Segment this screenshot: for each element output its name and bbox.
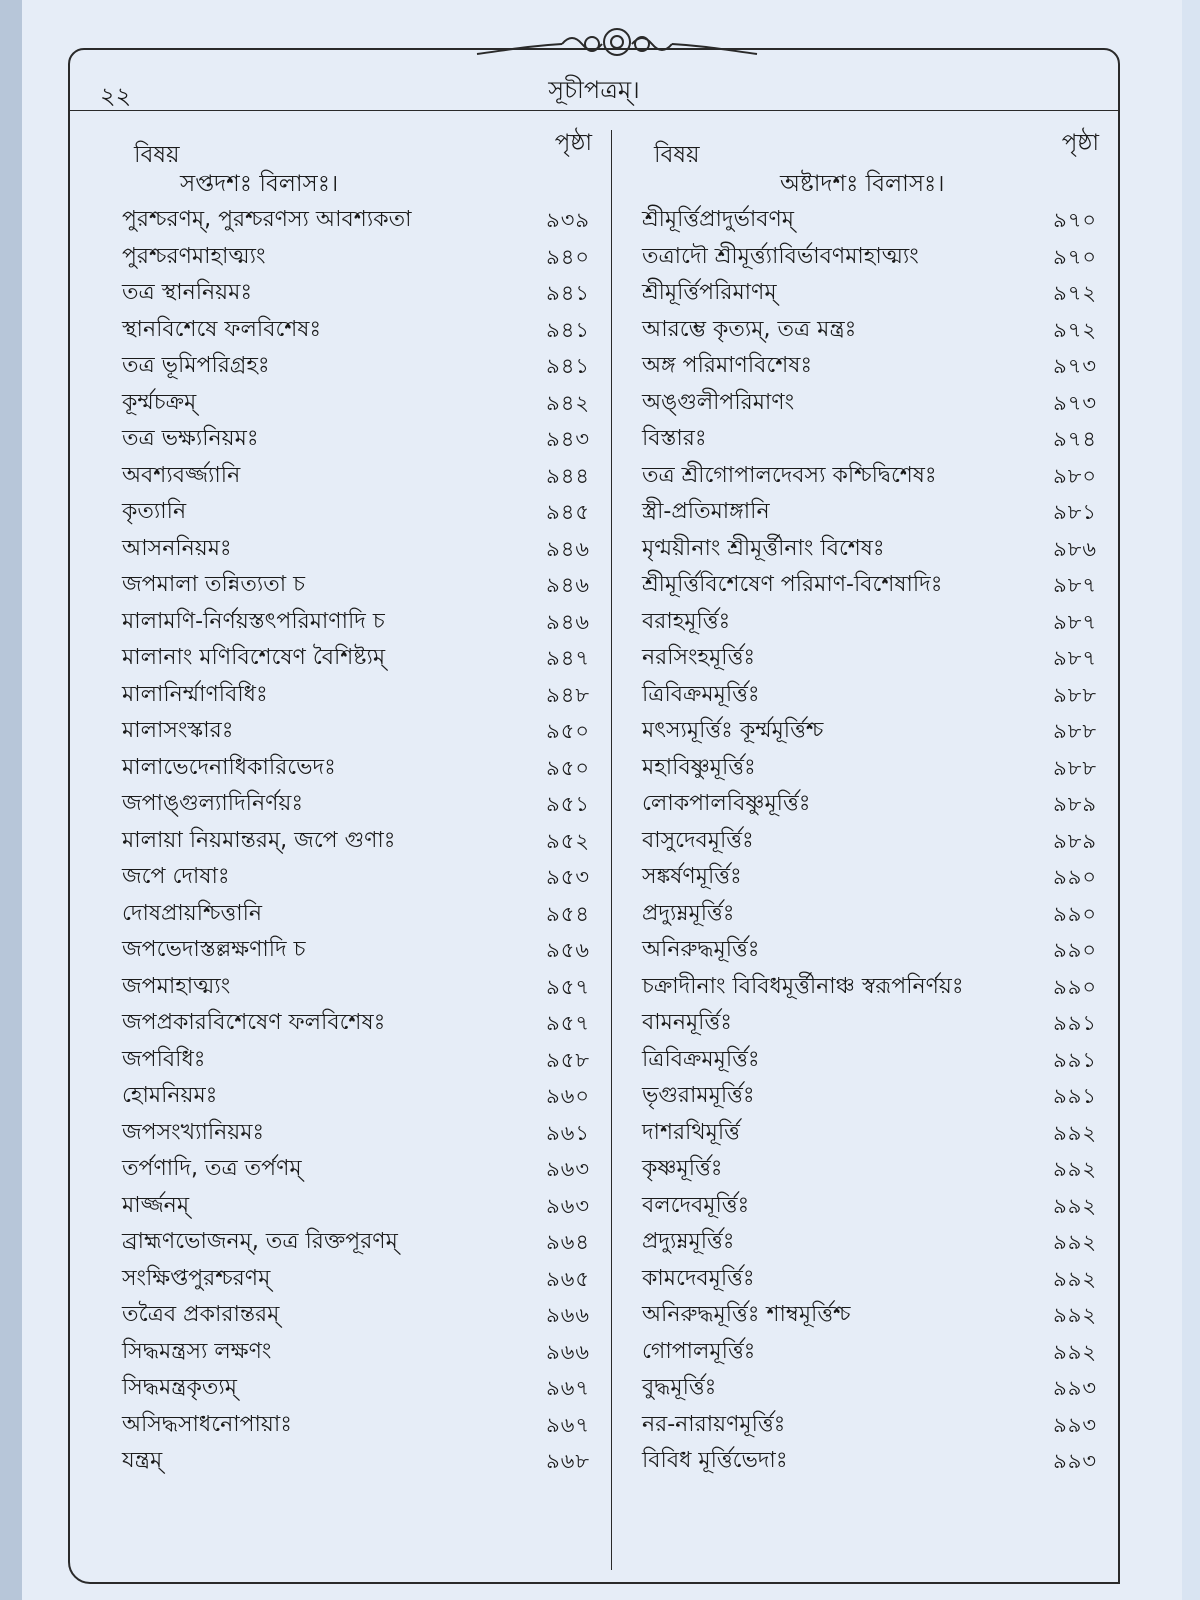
toc-entry: [110, 275, 598, 312]
toc-entry: [630, 896, 1105, 933]
toc-entry: [110, 1443, 598, 1480]
toc-entry: [630, 969, 1105, 1006]
toc-entry-page: ৯৪২: [546, 390, 590, 415]
toc-entry-page: ৯৬৭: [546, 1412, 590, 1437]
toc-entry: [110, 932, 598, 969]
toc-entry: [110, 239, 598, 276]
toc-entry-title: মালানাং মণিবিশেষেণ বৈশিষ্ট্যম্: [122, 645, 386, 670]
toc-entry-page: ৯৯০: [1053, 865, 1097, 889]
toc-entry-title: মালায়া নিয়মান্তরম্, জপে গুণাঃ: [122, 827, 396, 853]
toc-entry-page: ৯৬৮: [546, 1449, 590, 1473]
toc-entry: [630, 1188, 1105, 1225]
toc-entry-title: জপাঙ্গুল্যাদিনির্ণয়ঃ: [122, 791, 304, 816]
toc-entry: [630, 458, 1105, 495]
toc-entry: [630, 348, 1105, 385]
toc-entry-title: সিদ্ধমন্ত্রস্য লক্ষণং: [122, 1338, 272, 1364]
column-divider: [611, 130, 612, 1570]
toc-entry-title: মৎস্যমূর্ত্তিঃ কূর্ম্মমূর্ত্তিশ্চ: [642, 718, 824, 743]
toc-entry-title: সঙ্কর্ষণমূর্ত্তিঃ: [642, 864, 742, 889]
toc-entry-title: আসননিয়মঃ: [122, 535, 232, 561]
toc-entry-title: বরাহমূর্ত্তিঃ: [642, 608, 731, 634]
toc-entry: [110, 1115, 598, 1152]
toc-entry-title: মহাবিষ্ণুমূর্ত্তিঃ: [642, 754, 756, 780]
toc-entry-title: মালানির্ম্মাণবিধিঃ: [122, 681, 268, 707]
toc-entry: [110, 348, 598, 385]
toc-entry-title: কামদেবমূর্ত্তিঃ: [642, 1265, 755, 1291]
toc-entry-page: ৯৯০: [1053, 974, 1097, 999]
toc-entry: [110, 1224, 598, 1261]
toc-entry-title: ব্রাহ্মণভোজনম্, তত্র রিক্তপূরণম্: [122, 1229, 398, 1254]
page-number: ২২: [100, 82, 132, 110]
toc-entry: [630, 1005, 1105, 1042]
toc-entry-page: ৯৫০: [546, 755, 590, 780]
toc-entry-page: ৯৪৬: [546, 536, 590, 561]
book-page: [22, 0, 1182, 1600]
toc-entry-page: ৯৪৪: [546, 463, 590, 488]
toc-entry-page: ৯৮৭: [1053, 609, 1097, 634]
toc-entry-page: ৯৯২: [1053, 1120, 1097, 1145]
toc-entry: [110, 1370, 598, 1407]
toc-entry-page: ৯৯১: [1053, 1084, 1097, 1108]
toc-entry: [630, 531, 1105, 568]
toc-entry-title: মালামণি-নির্ণয়স্তৎপরিমাণাদি চ: [122, 608, 385, 634]
toc-entry: [110, 677, 598, 714]
toc-entry-title: বিবিধ মূর্ত্তিভেদাঃ: [642, 1448, 788, 1473]
toc-entry-title: ভৃগুরামমূর্ত্তিঃ: [642, 1083, 755, 1108]
toc-entry-page: ৯৫১: [546, 792, 590, 816]
toc-entry-page: ৯৯০: [1053, 901, 1097, 926]
page-edge-shadow: [0, 0, 22, 1600]
toc-entry-page: ৯৫০: [546, 719, 590, 743]
toc-entry-title: কৃষ্ণমূর্ত্তিঃ: [642, 1156, 723, 1181]
section-title: সপ্তদশঃ বিলাসঃ।: [180, 171, 339, 197]
toc-entry-title: অনিরুদ্ধমূর্ত্তিঃ শাম্বমূর্ত্তিশ্চ: [642, 1302, 851, 1327]
toc-entry: [110, 1042, 598, 1079]
toc-entry-page: ৯৯২: [1053, 1266, 1097, 1291]
toc-entry-page: ৯৪৬: [546, 609, 590, 634]
toc-entry: [630, 421, 1105, 458]
toc-entry-page: ৯৯১: [1053, 1011, 1097, 1035]
toc-entry: [630, 932, 1105, 969]
toc-entry-title: পুরশ্চরণম্, পুরশ্চরণস্য আবশ্যকতা: [122, 207, 412, 232]
toc-entry: [110, 494, 598, 531]
left-column-header: [110, 130, 598, 166]
toc-entry-page: ৯৫৩: [546, 865, 590, 889]
toc-entry-page: ৯৪১: [546, 317, 590, 342]
toc-entry-title: তত্র স্থাননিয়মঃ: [122, 280, 253, 305]
toc-entry-title: তর্পণাদি, তত্র তর্পণম্: [122, 1156, 302, 1181]
toc-entry-page: ৯৬৩: [546, 1157, 590, 1181]
toc-entry-title: দোষপ্রায়শ্চিত্তানি: [122, 900, 263, 926]
toc-entry: [110, 421, 598, 458]
page-title: সূচীপত্রম্।: [548, 76, 640, 104]
toc-entry: [110, 1151, 598, 1188]
toc-entry-title: স্থানবিশেষে ফলবিশেষঃ: [122, 316, 322, 342]
toc-entry-page: ৯৬৩: [546, 1193, 590, 1218]
toc-entry-page: ৯৭৪: [1053, 427, 1097, 451]
toc-entry-page: ৯৮৮: [1053, 755, 1097, 780]
toc-entry-page: ৯৯২: [1053, 1193, 1097, 1218]
toc-entry-title: শ্রীমূর্ত্তিবিশেষেণ পরিমাণ-বিশেষাদিঃ: [642, 572, 943, 597]
toc-entry-title: বামনমূর্ত্তিঃ: [642, 1010, 732, 1035]
toc-entry: [110, 1334, 598, 1371]
toc-entry-title: অঙ্গ পরিমাণবিশেষঃ: [642, 353, 813, 378]
toc-entry: [630, 385, 1105, 422]
toc-entry: [630, 202, 1105, 239]
toc-entry: [630, 1407, 1105, 1444]
toc-entry-page: ৯৫৬: [546, 938, 590, 962]
toc-entry-title: কূর্ম্মচক্রম্: [122, 389, 197, 415]
toc-entry-page: ৯৮০: [1053, 463, 1097, 488]
toc-entry: [110, 859, 598, 896]
toc-entry-title: তত্র ভূমিপরিগ্রহঃ: [122, 353, 270, 378]
toc-entry-page: ৯৬৪: [546, 1230, 590, 1254]
toc-entry-page: ৯৬৭: [546, 1376, 590, 1400]
toc-entry-title: গোপালমূর্ত্তিঃ: [642, 1338, 756, 1364]
toc-entry: [630, 1042, 1105, 1079]
toc-entry: [110, 896, 598, 933]
toc-entry-title: ত্রিবিক্রমমূর্ত্তিঃ: [642, 1046, 760, 1072]
subject-heading: বিষয়: [654, 142, 700, 168]
toc-entry: [630, 640, 1105, 677]
toc-entry: [110, 604, 598, 641]
toc-entry: [110, 385, 598, 422]
toc-entry-page: ৯৭৩: [1053, 354, 1097, 378]
toc-entry: [110, 713, 598, 750]
toc-entry: [630, 1115, 1105, 1152]
toc-entry-title: প্রদ্যুম্নমূর্ত্তিঃ: [642, 900, 735, 926]
section-title: অষ্টাদশঃ বিলাসঃ।: [780, 171, 945, 197]
toc-entry-page: ৯৫৭: [546, 1011, 590, 1035]
subject-heading: বিষয়: [134, 142, 180, 168]
toc-entry-title: হোমনিয়মঃ: [122, 1083, 218, 1108]
toc-entry-title: লোকপালবিষ্ণুমূর্ত্তিঃ: [642, 791, 811, 816]
toc-entry-title: অসিদ্ধসাধনোপায়াঃ: [122, 1411, 292, 1437]
toc-entry-page: ৯৬০: [546, 1084, 590, 1108]
toc-entry: [110, 531, 598, 568]
toc-entry-title: মার্জ্জনম্: [122, 1192, 190, 1218]
toc-entry-page: ৯৭২: [1053, 281, 1097, 305]
toc-entry: [110, 969, 598, 1006]
toc-entry-page: ৯৯৩: [1053, 1412, 1097, 1437]
toc-entry-title: জপমালা তন্নিত্যতা চ: [122, 572, 305, 597]
right-column: [630, 130, 1105, 1480]
toc-entry-title: স্ত্রী-প্রতিমাঙ্গানি: [642, 499, 770, 524]
toc-entry: [110, 458, 598, 495]
left-entry-list: [110, 202, 598, 1480]
toc-entry-page: ৯৬৫: [546, 1266, 590, 1291]
toc-entry: [630, 1334, 1105, 1371]
toc-entry-page: ৯৯২: [1053, 1303, 1097, 1327]
toc-entry-page: ৯৮৯: [1053, 828, 1097, 853]
toc-entry: [630, 275, 1105, 312]
header-rule: [70, 110, 1118, 111]
toc-entry-page: ৯৪৬: [546, 573, 590, 597]
toc-entry-title: বাসুদেবমূর্ত্তিঃ: [642, 827, 754, 853]
page-heading: পৃষ্ঠা: [1061, 130, 1099, 156]
toc-entry-page: ৯৯৩: [1053, 1376, 1097, 1400]
toc-entry: [630, 823, 1105, 860]
toc-entry: [630, 312, 1105, 349]
toc-entry: [110, 312, 598, 349]
page-frame: [68, 48, 1120, 1584]
toc-entry: [110, 567, 598, 604]
toc-entry-page: ৯৪০: [546, 244, 590, 269]
toc-entry: [110, 786, 598, 823]
toc-entry-page: ৯৮৭: [1053, 573, 1097, 597]
toc-entry-page: ৯৪৫: [546, 500, 590, 524]
toc-entry: [630, 604, 1105, 641]
right-entry-list: [630, 202, 1105, 1480]
toc-entry-page: ৯৮৯: [1053, 792, 1097, 816]
toc-entry: [630, 786, 1105, 823]
toc-entry-title: আরম্ভে কৃত্যম্, তত্র মন্ত্রঃ: [642, 316, 857, 342]
toc-entry-page: ৯৯০: [1053, 938, 1097, 962]
toc-entry: [630, 1261, 1105, 1298]
toc-entry-page: ৯৪৮: [546, 682, 590, 707]
toc-entry: [630, 677, 1105, 714]
toc-entry-page: ৯৮১: [1053, 500, 1097, 524]
toc-entry: [110, 1078, 598, 1115]
toc-entry: [630, 1078, 1105, 1115]
toc-entry-page: ৯৯১: [1053, 1047, 1097, 1072]
toc-entry-page: ৯৭২: [1053, 317, 1097, 342]
toc-entry-page: ৯৭৩: [1053, 390, 1097, 415]
toc-entry-page: ৯৫৮: [546, 1047, 590, 1072]
toc-entry-title: সিদ্ধমন্ত্রকৃত্যম্: [122, 1375, 237, 1400]
toc-entry-title: সংক্ষিপ্তপুরশ্চরণম্: [122, 1265, 271, 1291]
toc-entry-page: ৯৩৯: [546, 208, 590, 232]
toc-entry-page: ৯৪৩: [546, 427, 590, 451]
toc-entry-page: ৯৫৪: [546, 901, 590, 926]
toc-entry-title: মালাসংস্কারঃ: [122, 718, 234, 743]
toc-entry-page: ৯৮৮: [1053, 719, 1097, 743]
toc-entry: [630, 1224, 1105, 1261]
toc-entry-page: ৯৬১: [546, 1120, 590, 1145]
toc-entry-title: নরসিংহমূর্ত্তিঃ: [642, 645, 756, 670]
toc-entry-title: বলদেবমূর্ত্তিঃ: [642, 1192, 750, 1218]
toc-entry-title: বুদ্ধমূর্ত্তিঃ: [642, 1375, 717, 1400]
toc-entry: [630, 859, 1105, 896]
toc-entry: [630, 713, 1105, 750]
toc-entry: [630, 1297, 1105, 1334]
toc-entry-page: ৯৪৭: [546, 646, 590, 670]
toc-entry-title: জপসংখ্যানিয়মঃ: [122, 1119, 265, 1145]
toc-entry: [630, 1151, 1105, 1188]
toc-entry-title: অনিরুদ্ধমূর্ত্তিঃ: [642, 937, 760, 962]
left-column: [110, 130, 598, 1480]
toc-entry-page: ৯৯২: [1053, 1157, 1097, 1181]
toc-entry-title: শ্রীমূর্ত্তিপরিমাণম্: [642, 280, 777, 305]
toc-entry-page: ৯৬৬: [546, 1303, 590, 1327]
toc-entry: [110, 750, 598, 787]
toc-entry-title: কৃত্যানি: [122, 499, 187, 524]
toc-entry-title: জপে দোষাঃ: [122, 864, 230, 889]
toc-entry-title: অঙ্গুলীপরিমাণং: [642, 389, 795, 415]
toc-entry-title: যন্ত্রম্: [122, 1448, 163, 1473]
toc-entry-title: জপমাহাত্ম্যং: [122, 973, 231, 999]
toc-entry: [110, 1188, 598, 1225]
right-column-header: [630, 130, 1105, 166]
toc-entry-title: মৃণ্ময়ীনাং শ্রীমূর্ত্তীনাং বিশেষঃ: [642, 535, 885, 561]
toc-entry-page: ৯৯২: [1053, 1339, 1097, 1364]
toc-entry-page: ৯৫৭: [546, 974, 590, 999]
toc-entry-title: তত্র শ্রীগোপালদেবস্য কশ্চিদ্বিশেষঃ: [642, 462, 937, 488]
toc-entry: [110, 1005, 598, 1042]
toc-entry: [630, 1443, 1105, 1480]
toc-entry-title: মালাভেদেনাধিকারিভেদঃ: [122, 754, 336, 780]
toc-entry-title: জপবিধিঃ: [122, 1046, 206, 1072]
toc-entry-page: ৯৮৬: [1053, 536, 1097, 561]
page-heading: পৃষ্ঠা: [554, 130, 592, 156]
toc-entry: [630, 239, 1105, 276]
toc-entry-title: তত্র ভক্ষ্যনিয়মঃ: [122, 426, 259, 451]
toc-entry: [110, 640, 598, 677]
toc-entry: [630, 494, 1105, 531]
toc-entry: [110, 823, 598, 860]
toc-entry-title: প্রদ্যুম্নমূর্ত্তিঃ: [642, 1229, 735, 1254]
toc-entry-title: তত্রাদৌ শ্রীমূর্ত্ত্যাবির্ভাবণমাহাত্ম্যং: [642, 243, 919, 269]
toc-entry-title: জপভেদাস্তল্লক্ষণাদি চ: [122, 937, 306, 962]
toc-entry-title: শ্রীমূর্ত্তিপ্রাদুর্ভাবণম্: [642, 207, 795, 232]
toc-entry: [110, 202, 598, 239]
toc-entry: [630, 750, 1105, 787]
toc-entry-title: অবশ্যবর্জ্জ্যানি: [122, 462, 241, 488]
toc-entry: [110, 1407, 598, 1444]
toc-entry-page: ৯৯৩: [1053, 1449, 1097, 1473]
toc-entry: [630, 1370, 1105, 1407]
toc-entry-page: ৯৫২: [546, 828, 590, 853]
toc-entry-title: চক্রাদীনাং বিবিধমূর্ত্তীনাঞ্চ স্বরূপনির্ণয়ঃ: [642, 973, 964, 999]
toc-entry: [630, 567, 1105, 604]
toc-entry-page: ৯৪১: [546, 281, 590, 305]
toc-entry-title: দাশরথিমূর্ত্তি: [642, 1119, 740, 1145]
toc-entry-title: নর-নারায়ণমূর্ত্তিঃ: [642, 1411, 786, 1437]
toc-entry: [110, 1261, 598, 1298]
toc-entry-title: ত্রিবিক্রমমূর্ত্তিঃ: [642, 681, 760, 707]
toc-entry-title: তত্রৈব প্রকারান্তরম্: [122, 1302, 280, 1327]
toc-entry-page: ৯৪১: [546, 354, 590, 378]
toc-entry-title: জপপ্রকারবিশেষেণ ফলবিশেষঃ: [122, 1010, 386, 1035]
toc-entry: [110, 1297, 598, 1334]
toc-entry-page: ৯৬৬: [546, 1339, 590, 1364]
toc-entry-page: ৯৭০: [1053, 244, 1097, 269]
toc-entry-page: ৯৮৭: [1053, 646, 1097, 670]
toc-entry-page: ৯৭০: [1053, 208, 1097, 232]
toc-entry-title: বিস্তারঃ: [642, 426, 707, 451]
toc-entry-page: ৯৮৮: [1053, 682, 1097, 707]
toc-entry-title: পুরশ্চরণমাহাত্ম্যং: [122, 243, 266, 269]
toc-entry-page: ৯৯২: [1053, 1230, 1097, 1254]
